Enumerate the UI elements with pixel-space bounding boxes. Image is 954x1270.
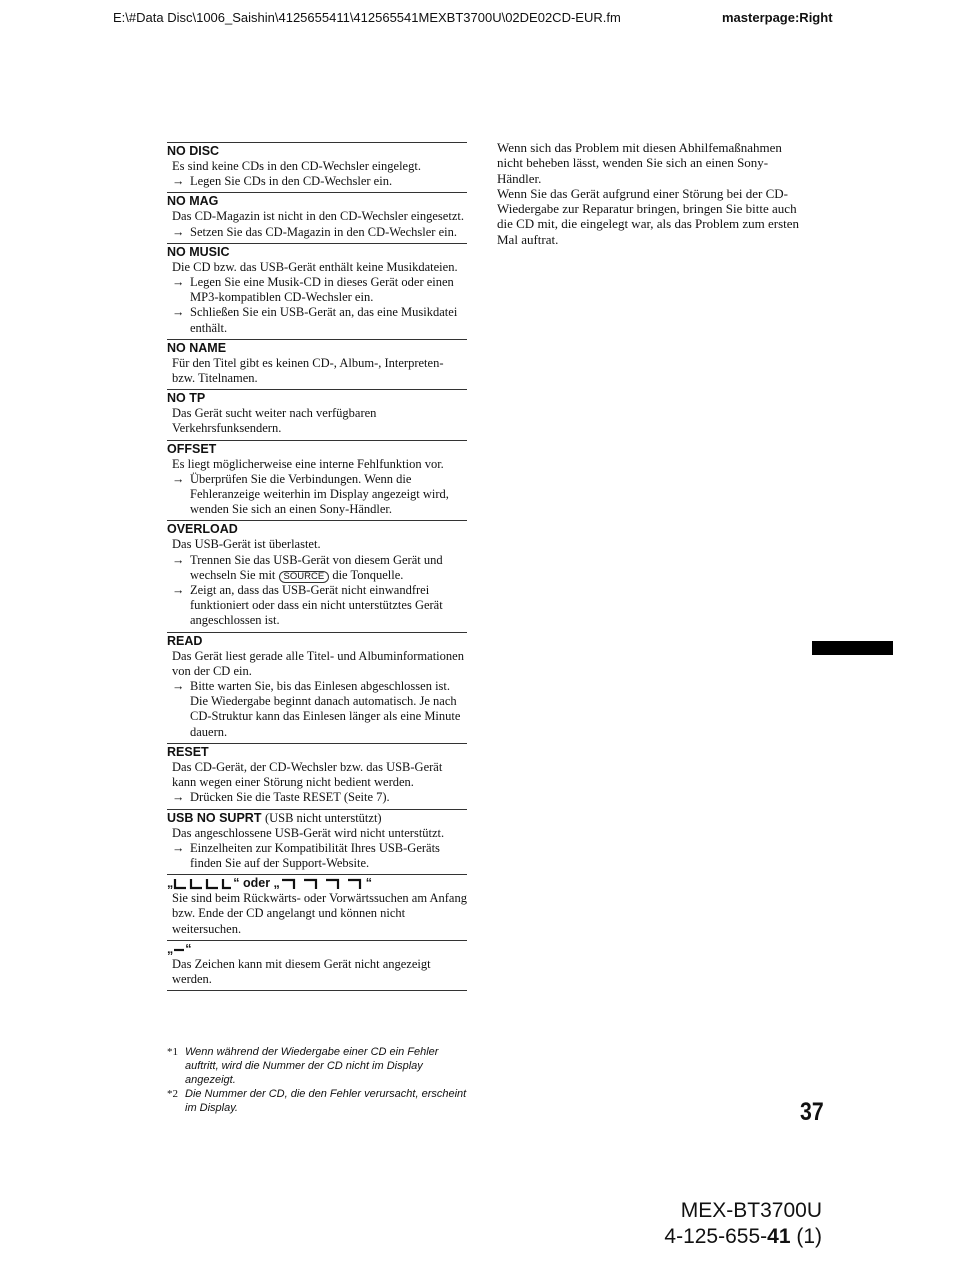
entry-title-suffix: (USB nicht unterstützt) xyxy=(264,810,382,825)
footnote-text: Die Nummer der CD, die den Fehler verursacht, erscheint im Display. xyxy=(185,1088,467,1114)
arrow-right-icon: → xyxy=(172,840,185,855)
entry-description: Für den Titel gibt es keinen CD-, Album-, Interpreten- bzw. Titelnamen. xyxy=(172,355,444,386)
entry-action xyxy=(167,472,467,518)
entry-action-text: Schließen Sie ein USB-Gerät an, das eine Musikdatei enthält. xyxy=(190,305,458,335)
entry-title: NO DISC xyxy=(167,144,220,158)
entry-offset xyxy=(167,440,467,521)
arrow-right-icon: → xyxy=(172,471,185,486)
entry-action xyxy=(167,790,467,805)
entry-description: Das CD-Gerät, der CD-Wechsler bzw. das USB-Gerät kann wegen einer Störung nicht bedient werden. xyxy=(172,759,443,790)
model-name: MEX-BT3700U xyxy=(680,1199,822,1222)
entry-no-tp xyxy=(167,389,467,439)
entry-no-music xyxy=(167,243,467,339)
entry-title: RESET xyxy=(167,744,209,759)
entry-description: Das Gerät sucht weiter nach verfügbaren Verkehrsfunksendern. xyxy=(172,406,377,436)
entry-action xyxy=(167,553,467,583)
entry-title: NO MUSIC xyxy=(167,244,230,259)
entry-usb-no-suprt xyxy=(167,809,467,875)
arrow-right-icon: → xyxy=(172,305,185,320)
paragraph: Wenn sich das Problem mit diesen Abhilfemaßnahmen nicht beheben lässt, wenden Sie sich an einen Sony-Händler. xyxy=(497,140,782,186)
entry-search-limit-segments xyxy=(167,874,467,940)
footnote-mark: *2 xyxy=(167,1088,178,1100)
entry-action-text: Bitte warten Sie, bis das Einlesen abgeschlossen ist. Die Wiedergabe beginnt danach automatisch. Je nach CD-Struktur kann das Einlesen länger als eine Minute dauern. xyxy=(190,679,461,739)
entry-read xyxy=(167,632,467,743)
entry-action-text: Einzelheiten zur Kompatibilität Ihres USB-Geräts finden Sie auf der Support-Website. xyxy=(190,840,440,870)
entry-description: Es liegt möglicherweise eine interne Fehlfunktion vor. xyxy=(172,456,444,471)
entry-description: Es sind keine CDs in den CD-Wechsler eingelegt. xyxy=(172,159,421,173)
arrow-right-icon: → xyxy=(172,174,185,189)
error-message-table xyxy=(167,142,467,991)
entry-title: OFFSET xyxy=(167,441,217,456)
entry-title: „ “ xyxy=(167,941,192,956)
entry-title-text: USB NO SUPRT xyxy=(167,810,262,825)
entry-no-disc xyxy=(167,142,467,192)
footnote xyxy=(167,1087,467,1115)
page-number: 37 xyxy=(800,1098,824,1126)
entry-action xyxy=(167,841,467,871)
entry-reset xyxy=(167,743,467,809)
entry-title: NO TP xyxy=(167,391,206,406)
entry-description: Sie sind beim Rückwärts- oder Vorwärtssuchen am Anfang bzw. Ende der CD angelangt und können nicht weitersuchen. xyxy=(172,891,467,936)
entry-title: READ xyxy=(167,633,203,648)
entry-no-mag xyxy=(167,192,467,242)
footnote-text: Wenn während der Wiedergabe einer CD ein Fehler auftritt, wird die Nummer der CD nicht im Display angezeigt. xyxy=(185,1046,439,1086)
footnote xyxy=(167,1045,467,1087)
entry-description: Das USB-Gerät ist überlastet. xyxy=(172,537,321,552)
right-column-text xyxy=(497,140,802,247)
entry-action xyxy=(167,679,467,740)
entry-action xyxy=(167,174,467,189)
entry-action-text: Trennen Sie das USB-Gerät von diesem Gerät und wechseln Sie mit xyxy=(190,552,443,582)
arrow-right-icon: → xyxy=(172,583,185,598)
arrow-right-icon: → xyxy=(172,224,185,239)
entry-title xyxy=(167,811,467,826)
section-tab-marker xyxy=(812,641,893,655)
entry-no-name xyxy=(167,339,467,389)
entry-description: Das Zeichen kann mit diesem Gerät nicht angezeigt werden. xyxy=(172,956,431,986)
entry-action-text: Überprüfen Sie die Verbindungen. Wenn die Fehleranzeige weiterhin im Display angezeigt wird, wenden Sie sich an einen Sony-Händler. xyxy=(190,471,449,517)
footnotes xyxy=(167,1045,467,1115)
model-info xyxy=(664,1198,822,1250)
entry-description: Das Gerät liest gerade alle Titel- und Albuminformationen von der CD ein. xyxy=(172,648,464,678)
entry-action-text: Legen Sie eine Musik-CD in dieses Gerät oder einen MP3-kompatiblen CD-Wechsler ein. xyxy=(190,275,454,305)
entry-description: Die CD bzw. das USB-Gerät enthält keine Musikdateien. xyxy=(172,259,458,274)
segment-lower-corners-icon xyxy=(173,878,233,890)
entry-action xyxy=(167,305,467,335)
entry-action-text: Drücken Sie die Taste RESET (Seite 7). xyxy=(190,790,390,805)
model-code: 4-125-655-41 (1) xyxy=(664,1225,822,1248)
entry-title: NO NAME xyxy=(167,340,227,355)
arrow-right-icon: → xyxy=(172,790,185,805)
entry-action-text: Setzen Sie das CD-Magazin in den CD-Wechsler ein. xyxy=(190,224,457,239)
entry-overload xyxy=(167,520,467,631)
header-file-path: E:\#Data Disc\1006_Saishin\4125655411\412565541MEXBT3700U\02DE02CD-EUR.fm xyxy=(113,10,621,25)
entry-action-text: Zeigt an, dass das USB-Gerät nicht einwandfrei funktioniert oder dass ein nicht unterstütztes Gerät angeschlossen ist. xyxy=(190,583,443,628)
entry-action xyxy=(167,225,467,240)
entry-description: Das CD-Magazin ist nicht in den CD-Wechsler eingesetzt. xyxy=(172,209,464,224)
entry-action xyxy=(167,275,467,305)
entry-unsupported-character xyxy=(167,940,467,991)
entry-title: „ “ oder „ “ xyxy=(167,876,373,891)
entry-title: OVERLOAD xyxy=(167,522,238,537)
segment-upper-corners-icon xyxy=(280,878,366,890)
footnote-mark: *1 xyxy=(167,1046,178,1058)
entry-action xyxy=(167,583,467,629)
header-masterpage: masterpage:Right xyxy=(722,10,833,25)
entry-title: NO MAG xyxy=(167,194,219,209)
entry-action-text: Legen Sie CDs in den CD-Wechsler ein. xyxy=(190,174,393,189)
arrow-right-icon: → xyxy=(172,552,185,567)
arrow-right-icon: → xyxy=(172,679,185,694)
source-button-label: SOURCE xyxy=(279,571,330,583)
entry-action-text: die Tonquelle. xyxy=(332,567,404,582)
paragraph: Wenn Sie das Gerät aufgrund einer Störung bei der CD-Wiedergabe zur Reparatur bringen, bringen Sie bitte auch die CD mit, die eingelegt war, als das Problem zum ersten Mal auftrat. xyxy=(497,185,800,247)
arrow-right-icon: → xyxy=(172,275,185,290)
segment-dash-icon xyxy=(173,944,185,954)
entry-description: Das angeschlossene USB-Gerät wird nicht unterstützt. xyxy=(172,825,445,840)
